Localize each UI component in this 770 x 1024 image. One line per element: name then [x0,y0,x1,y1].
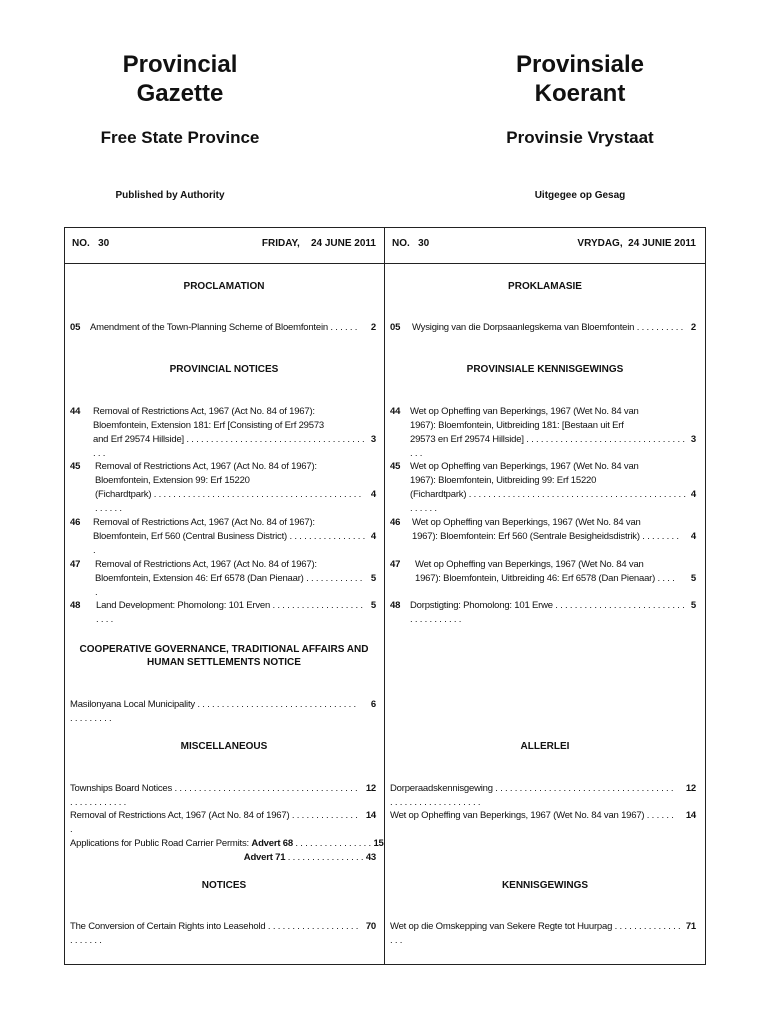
toc-entry-masilonyana[interactable] [70,698,376,724]
entry-title: Wet op Opheffing van Beperkings, 1967 (Wet No. 84 van 1967): Bloemfontein: Erf 560 (Sentrale Besigheidsdistrik) . . . . . . . . [412,517,679,542]
entry-page: 5 [690,600,696,611]
masthead-left-subtitle: Free State Province [100,128,260,147]
toc-entry-townships-en[interactable] [70,782,376,808]
entry-title: Removal of Restrictions Act, 1967 (Act No. 84 of 1967): Bloemfontein, Extension 46: Erf 6578 (Dan Pienaar) . . . . . . . . . . . . . [95,559,363,598]
carrier-dots-2: . . . . . . . . . . . . . . . . [287,852,364,863]
toc-entry-45-af[interactable] [390,460,696,514]
entry-title: Townships Board Notices . . . . . . . . . . . . . . . . . . . . . . . . . . . . . . . . . . . . . . . . . . . . . . . . . . [70,783,358,808]
carrier-page-43: 43 [365,852,376,863]
entry-title: Removal of Restrictions Act, 1967 (Act No. 84 of 1967): Bloemfontein, Erf 560 (Central Business District) . . . . . . . . . . . . . . . . . [93,517,366,556]
toc-entry-46-af[interactable] [390,516,696,544]
toc-entry-05-en[interactable] [70,321,376,335]
entry-number: 44 [70,406,81,417]
toc-entry-45-en[interactable] [70,460,376,514]
entry-number: 47 [70,559,81,570]
masthead-right-subtitle: Provinsie Vrystaat [506,128,654,147]
entry-page: 4 [370,531,376,542]
masthead-left-authority: Published by Authority [115,190,225,201]
toc-entry-removal-af[interactable] [390,809,696,823]
toc-entry-removal-en[interactable] [70,809,376,835]
entry-title: Removal of Restrictions Act, 1967 (Act No. 84 of 1967) . . . . . . . . . . . . . . . [70,810,358,835]
section-notices: NOTICES [201,880,247,891]
entry-title: Removal of Restrictions Act, 1967 (Act No. 84 of 1967): Bloemfontein, Extension 99: Erf 15220 (Fichardtpark) . . . . . . . . . . . . . . . . . . . . . . . . . . . . . . . . . . . . . . . . . . . . . . . . . [95,461,362,514]
section-kennisgewings: KENNISGEWINGS [501,880,589,891]
masthead-right-authority: Uitgegee op Gesag [534,190,626,201]
section-allerlei: ALLERLEI [520,741,570,752]
entry-number: 44 [390,406,401,417]
entry-title: Land Development: Phomolong: 101 Erven . . . . . . . . . . . . . . . . . . . . . . . [96,600,363,625]
section-miscellaneous: MISCELLANEOUS [180,741,268,752]
section-provincial-notices-en: PROVINCIAL NOTICES [169,364,279,375]
masthead-left-title-line1: Provincial [122,51,238,78]
entry-page: 3 [370,434,376,445]
entry-number: 47 [390,559,401,570]
entry-page: 71 [685,921,696,932]
toc-entry-48-af[interactable] [390,599,696,625]
entry-page: 12 [365,783,376,794]
entry-page: 4 [690,531,696,542]
entry-page: 5 [370,600,376,611]
toc-entry-47-en[interactable] [70,558,376,598]
section-cogta-notice: COOPERATIVE GOVERNANCE, TRADITIONAL AFFAIRS AND HUMAN SETTLEMENTS NOTICE [79,644,369,668]
masthead-right-title-line1: Provinsiale [515,51,645,78]
toc-entry-44-en[interactable] [70,405,376,459]
carrier-dots-1: . . . . . . . . . . . . . . . . [295,838,371,849]
masthead-right-title [470,50,690,108]
entry-title: Wysiging van die Dorpsaanlegskema van Bloemfontein . . . . . . . . . . [412,322,684,333]
masthead-left-title [70,50,290,108]
toc-entry-47-af[interactable] [390,558,696,586]
entry-number: 45 [390,461,401,472]
entry-page: 3 [690,434,696,445]
carrier-page-15: 15 [373,838,384,849]
toc-entry-05-af[interactable] [390,321,696,335]
issue-number-af: NO. 30 [392,238,430,249]
issue-header-rule [64,263,705,264]
toc-entry-48-en[interactable] [70,599,376,625]
issue-date-en: FRIDAY, 24 JUNE 2011 [261,238,376,249]
entry-number: 05 [70,322,81,333]
entry-number: 48 [70,600,81,611]
entry-page: 2 [690,322,696,333]
entry-number: 45 [70,461,81,472]
masthead-right-title-line2: Koerant [534,80,626,107]
issue-date-af: VRYDAG, 24 JUNIE 2011 [577,238,696,249]
entry-title: Removal of Restrictions Act, 1967 (Act No. 84 of 1967): Bloemfontein, Extension 181: Erf [Consisting of Erf 29573 and Erf 29574 Hillside] . . . . . . . . . . . . . . . . . . . . . . . . . . . . . . . . . . . . . . . . [93,406,365,459]
toc-entry-conversion-af[interactable] [390,920,696,946]
section-proclamation-af: PROKLAMASIE [508,281,582,292]
carrier-line-2 [70,851,376,865]
issue-number-en: NO. 30 [72,238,110,249]
entry-page: 70 [365,921,376,932]
toc-entry-conversion-en[interactable] [70,920,376,946]
entry-title: Dorperaadskennisgewing . . . . . . . . . . . . . . . . . . . . . . . . . . . . . . . . . . . . . . . . . . . . . . . . . . . . . . . . [390,783,674,808]
entry-title: Wet op Opheffing van Beperkings, 1967 (Wet No. 84 van 1967) . . . . . . [390,810,674,821]
entry-title: Wet op Opheffing van Beperkings, 1967 (Wet No. 84 van 1967): Bloemfontein, Uitbreiding 46: Erf 6578 (Dan Pienaar) . . . . [415,559,675,584]
toc-entry-carrier-permits[interactable] [70,837,384,865]
entry-number: 05 [390,322,401,333]
column-divider [384,227,385,964]
section-provincial-notices-af: PROVINSIALE KENNISGEWINGS [466,364,624,375]
carrier-advert-68: Advert 68 [251,838,293,849]
entry-title: Wet op Opheffing van Beperkings, 1967 (Wet No. 84 van 1967): Bloemfontein, Uitbreiding 181: [Bestaan uit Erf 29573 en Erf 29574 Hillside] . . . . . . . . . . . . . . . . . . . . . . . . . . . . . . . . . . . . [410,406,685,459]
entry-page: 5 [370,573,376,584]
entry-page: 14 [365,810,376,821]
entry-page: 2 [370,322,376,333]
entry-number: 48 [390,600,401,611]
entry-page: 4 [690,489,696,500]
masthead-left-title-line2: Gazette [136,80,224,107]
carrier-advert-71: Advert 71 [243,852,286,863]
entry-title: Wet op die Omskepping van Sekere Regte tot Huurpag . . . . . . . . . . . . . . . . . [390,921,681,946]
entry-page: 5 [690,573,696,584]
section-proclamation-en: PROCLAMATION [183,281,265,292]
entry-title: Amendment of the Town-Planning Scheme of Bloemfontein . . . . . . [90,322,358,333]
entry-number: 46 [70,517,81,528]
entry-title: Dorpstigting: Phomolong: 101 Erwe . . . . . . . . . . . . . . . . . . . . . . . . . . . . . . . . . . . . . . [410,600,685,625]
toc-entry-townships-af[interactable] [390,782,696,808]
entry-page: 14 [685,810,696,821]
carrier-label: Applications for Public Road Carrier Permits: [70,838,252,849]
entry-title: The Conversion of Certain Rights into Leasehold . . . . . . . . . . . . . . . . . . . . . . . . . . [70,921,359,946]
toc-entry-44-af[interactable] [390,405,696,459]
carrier-line-1 [70,837,384,851]
entry-page: 6 [370,699,376,710]
toc-entry-46-en[interactable] [70,516,376,556]
entry-page: 4 [370,489,376,500]
entry-page: 12 [685,783,696,794]
entry-number: 46 [390,517,401,528]
entry-title: Wet op Opheffing van Beperkings, 1967 (Wet No. 84 van 1967): Bloemfontein, Uitbreiding 99: Erf 15220 (Fichardtpark) . . . . . . . . . . . . . . . . . . . . . . . . . . . . . . . . . . . . . . . . . . . . . . . . . . . [410,461,686,514]
entry-title: Masilonyana Local Municipality . . . . . . . . . . . . . . . . . . . . . . . . . . . . . . . . . . . . . . . . . . [70,699,356,724]
